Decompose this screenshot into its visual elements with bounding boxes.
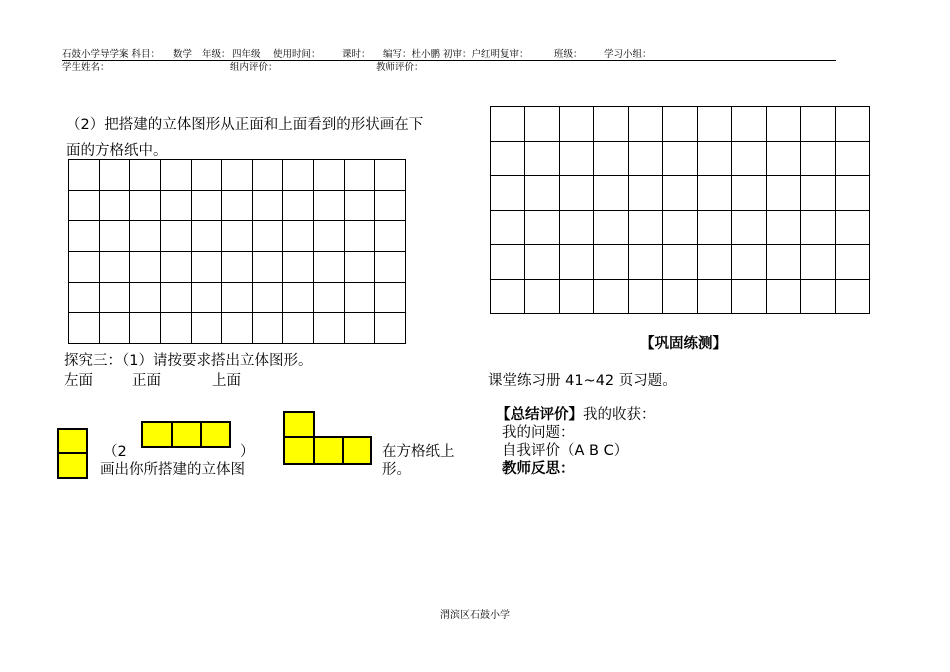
grid-cell: [314, 160, 345, 191]
grid-cell: [663, 245, 697, 280]
grid-cell: [628, 176, 662, 211]
task2-line1: （2）把搭建的立体图形从正面和上面看到的形状画在下: [66, 117, 424, 133]
yellow-block: [283, 411, 315, 438]
grid-cell: [491, 210, 525, 245]
draw-built-shape-text: 画出你所搭建的立体图: [100, 462, 245, 478]
grid-cell: [697, 245, 731, 280]
grid-cell: [801, 107, 835, 142]
grid-cell: [160, 190, 191, 221]
grid-cell: [252, 160, 283, 191]
summary-gains-label: 我的收获：: [583, 407, 656, 423]
grid-cell: [525, 210, 559, 245]
grid-cell: [130, 313, 161, 344]
grid-cell: [283, 313, 314, 344]
grid-cell: [491, 245, 525, 280]
grid-row: [491, 176, 870, 211]
grid-cell: [222, 282, 253, 313]
header-subject: 数学: [173, 49, 193, 60]
grid-cell: [766, 210, 800, 245]
grid-cell: [835, 279, 869, 314]
grid-cell: [766, 141, 800, 176]
grid-cell: [766, 245, 800, 280]
my-question-label: 我的问题：: [502, 425, 575, 441]
grid-cell: [525, 245, 559, 280]
grid-cell: [130, 190, 161, 221]
grid-paper-right: [490, 106, 870, 314]
grid-cell: [663, 279, 697, 314]
grid-cell: [344, 160, 375, 191]
grid-cell: [766, 176, 800, 211]
view-front-label: 正面: [132, 373, 161, 389]
grid-row: [491, 279, 870, 314]
task-two-paren-close: ）: [240, 444, 255, 460]
grid-cell: [99, 221, 130, 252]
grid-cell: [491, 141, 525, 176]
grid-cell: [628, 245, 662, 280]
grid-cell: [801, 245, 835, 280]
grid-cell: [525, 107, 559, 142]
grid-cell: [344, 251, 375, 282]
self-evaluation-label: 自我评价（A B C）: [502, 443, 629, 459]
grid-cell: [559, 245, 593, 280]
grid-cell: [69, 221, 100, 252]
grid-cell: [628, 210, 662, 245]
grid-cell: [663, 107, 697, 142]
header-time-label: 使用时间：: [273, 49, 321, 60]
grid-cell: [191, 251, 222, 282]
grid-cell: [491, 279, 525, 314]
grid-cell: [835, 141, 869, 176]
grid-cell: [594, 107, 628, 142]
grid-cell: [594, 210, 628, 245]
grid-cell: [766, 107, 800, 142]
grid-cell: [69, 282, 100, 313]
header-divider: [62, 60, 836, 61]
summary-section-title: 【总结评价】: [496, 407, 583, 423]
grid-cell: [191, 190, 222, 221]
grid-cell: [766, 279, 800, 314]
grid-cell: [222, 221, 253, 252]
grid-cell: [283, 160, 314, 191]
grid-cell: [252, 282, 283, 313]
grid-cell: [559, 176, 593, 211]
grid-cell: [222, 190, 253, 221]
grid-cell: [160, 313, 191, 344]
header-group-eval-label: 组内评价：: [230, 62, 278, 73]
grid-cell: [594, 279, 628, 314]
grid-cell: [663, 210, 697, 245]
grid-cell: [375, 313, 406, 344]
header-school-subject: 石鼓小学导学案 科目：: [62, 49, 161, 60]
grid-cell: [69, 313, 100, 344]
grid-cell: [594, 141, 628, 176]
grid-cell: [525, 279, 559, 314]
practice-section-title: 【巩固练测】: [640, 336, 727, 352]
header-grade: 四年级: [232, 49, 261, 60]
grid-row: [69, 313, 406, 344]
grid-cell: [559, 107, 593, 142]
grid-cell: [801, 176, 835, 211]
view-top-label: 上面: [212, 373, 241, 389]
yellow-block: [200, 421, 231, 448]
grid-cell: [191, 282, 222, 313]
grid-cell: [283, 221, 314, 252]
grid-row: [491, 107, 870, 142]
task-two-paren-open: （2: [103, 444, 127, 460]
grid-cell: [344, 190, 375, 221]
grid-cell: [663, 141, 697, 176]
grid-cell: [314, 251, 345, 282]
grid-cell: [222, 160, 253, 191]
grid-cell: [375, 251, 406, 282]
task2-line2: 面的方格纸中。: [66, 143, 168, 159]
grid-cell: [559, 141, 593, 176]
grid-cell: [697, 107, 731, 142]
grid-cell: [252, 251, 283, 282]
grid-cell: [594, 176, 628, 211]
grid-cell: [191, 160, 222, 191]
grid-cell: [801, 279, 835, 314]
header-grade-label: 年级：: [202, 49, 231, 60]
grid-cell: [559, 279, 593, 314]
grid-cell: [130, 160, 161, 191]
grid-cell: [835, 245, 869, 280]
yellow-block: [313, 436, 344, 465]
practice-text: 课堂练习册 41~42 页习题。: [488, 373, 677, 389]
grid-cell: [252, 313, 283, 344]
grid-cell: [732, 141, 766, 176]
header-teacher-eval-label: 教师评价：: [376, 62, 424, 73]
grid-cell: [160, 160, 191, 191]
grid-cell: [314, 282, 345, 313]
grid-cell: [801, 210, 835, 245]
grid-cell: [663, 176, 697, 211]
grid-cell: [99, 282, 130, 313]
grid-cell: [628, 141, 662, 176]
yellow-block: [57, 452, 88, 479]
grid-cell: [375, 282, 406, 313]
grid-cell: [594, 245, 628, 280]
grid-cell: [69, 251, 100, 282]
grid-cell: [222, 313, 253, 344]
grid-cell: [99, 251, 130, 282]
header-period-label: 课时：: [342, 49, 371, 60]
grid-row: [491, 141, 870, 176]
grid-row: [69, 282, 406, 313]
yellow-block: [342, 436, 372, 465]
grid-cell: [130, 282, 161, 313]
grid-cell: [375, 221, 406, 252]
yellow-block: [57, 428, 88, 454]
grid-cell: [314, 190, 345, 221]
grid-cell: [732, 176, 766, 211]
header-author: 编写：杜小鹏 初审：户红明复审：: [383, 49, 529, 60]
grid-cell: [252, 190, 283, 221]
grid-cell: [283, 190, 314, 221]
grid-cell: [835, 210, 869, 245]
yellow-block: [141, 421, 173, 448]
grid-cell: [191, 313, 222, 344]
grid-row: [69, 190, 406, 221]
header-student-label: 学生姓名：: [62, 62, 110, 73]
grid-cell: [732, 210, 766, 245]
grid-cell: [130, 251, 161, 282]
grid-cell: [252, 221, 283, 252]
grid-cell: [160, 251, 191, 282]
grid-cell: [835, 176, 869, 211]
yellow-block: [171, 421, 202, 448]
grid-cell: [628, 107, 662, 142]
grid-cell: [697, 176, 731, 211]
grid-cell: [732, 107, 766, 142]
grid-cell: [732, 245, 766, 280]
grid-cell: [99, 190, 130, 221]
grid-cell: [732, 279, 766, 314]
grid-cell: [697, 210, 731, 245]
yellow-block: [283, 436, 315, 465]
grid-row: [69, 221, 406, 252]
header-class-label: 班级：: [554, 49, 583, 60]
page-footer: 渭滨区石鼓小学: [440, 610, 510, 621]
grid-cell: [130, 221, 161, 252]
grid-cell: [697, 141, 731, 176]
view-left-label: 左面: [64, 373, 93, 389]
grid-cell: [160, 282, 191, 313]
grid-cell: [628, 279, 662, 314]
grid-cell: [344, 313, 375, 344]
grid-cell: [525, 141, 559, 176]
grid-paper-left: [68, 159, 406, 344]
explore-three-line: 探究三：（1）请按要求搭出立体图形。: [64, 353, 313, 369]
grid-cell: [69, 190, 100, 221]
grid-cell: [99, 160, 130, 191]
grid-cell: [344, 221, 375, 252]
grid-cell: [491, 176, 525, 211]
grid-cell: [69, 160, 100, 191]
grid-cell: [160, 221, 191, 252]
grid-cell: [191, 221, 222, 252]
grid-cell: [99, 313, 130, 344]
grid-cell: [314, 221, 345, 252]
grid-cell: [314, 313, 345, 344]
on-grid-paper-text-end: 形。: [382, 462, 411, 478]
grid-cell: [835, 107, 869, 142]
grid-cell: [222, 251, 253, 282]
grid-cell: [375, 190, 406, 221]
grid-row: [69, 160, 406, 191]
grid-row: [69, 251, 406, 282]
grid-cell: [283, 282, 314, 313]
grid-cell: [283, 251, 314, 282]
grid-cell: [344, 282, 375, 313]
grid-cell: [697, 279, 731, 314]
on-grid-paper-text: 在方格纸上: [382, 444, 455, 460]
teacher-reflection-label: 教师反思：: [502, 461, 575, 477]
grid-cell: [375, 160, 406, 191]
grid-cell: [525, 176, 559, 211]
grid-cell: [801, 141, 835, 176]
header-group-label: 学习小组：: [604, 49, 652, 60]
grid-cell: [559, 210, 593, 245]
grid-row: [491, 210, 870, 245]
grid-cell: [491, 107, 525, 142]
grid-row: [491, 245, 870, 280]
